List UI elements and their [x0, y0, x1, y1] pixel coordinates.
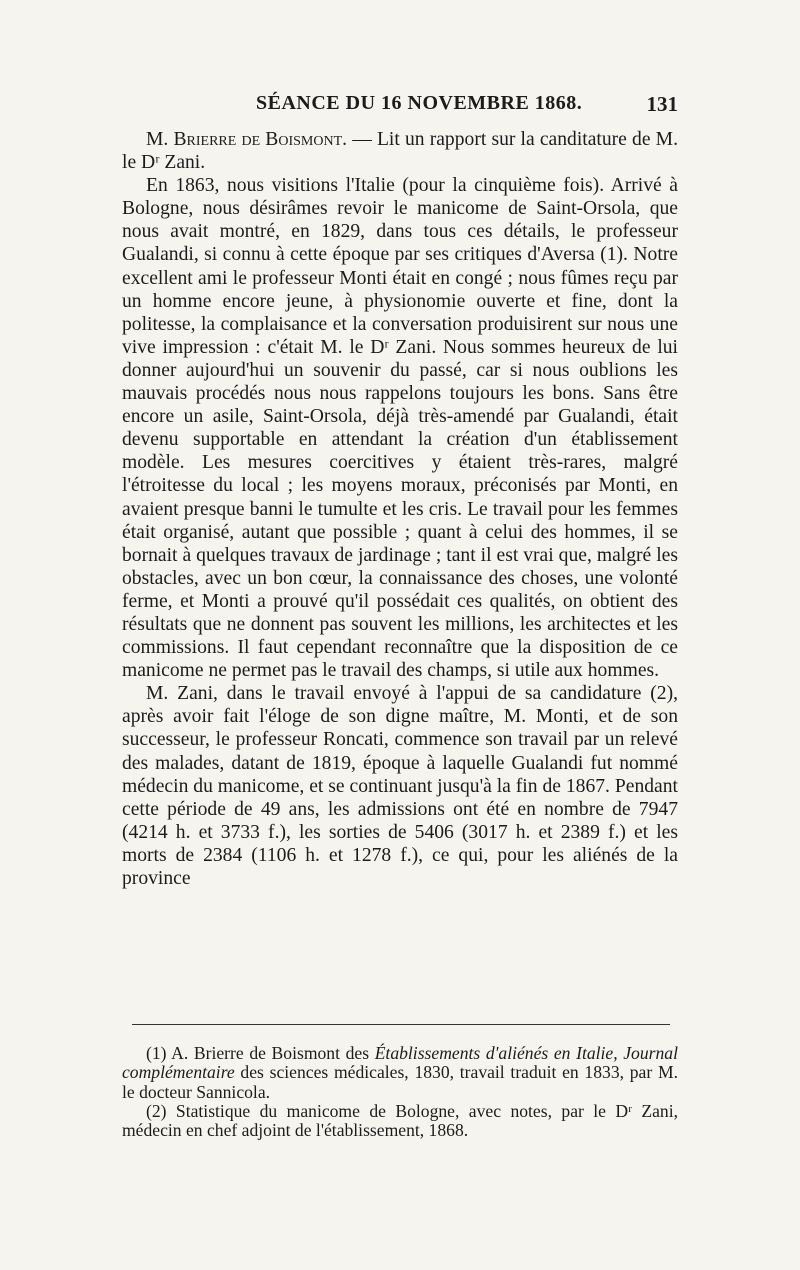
paragraph-1-text: — Lit un rapport sur la canditature de M. le Dʳ Zani. — [122, 129, 678, 174]
footnote-1-end: des sciences médicales, 1830, travail traduit en 1833, par M. le docteur Sannicola. — [122, 1062, 678, 1102]
speaker-name: M. Brierre de Boismont. — [146, 129, 348, 150]
page-number: 131 — [646, 92, 678, 116]
footnote-1 — [122, 1044, 678, 1102]
paragraph-1 — [122, 128, 678, 174]
paragraph-2: En 1863, nous visitions l'Italie (pour la cinquième fois). Arrivé à Bologne, nous désirâmes revoir le manicome de Saint-Orsola, que nous avait montré, en 1829, dans tous ces détails, le professeur Gualandi, si connu à cette époque par ses critiques d'Aversa (1). Notre excellent ami le professeur Monti était en congé ; nous fûmes reçu par un homme encore jeune, à physionomie ouverte et fine, dont la politesse, la complaisance et la conversation produisirent sur nous une vive impression : c'était M. le Dʳ Zani. Nous sommes heureux de lui donner aujourd'hui un souvenir du passé, car si nous oublions les mauvais procédés nous nous rappelons toujours les bons. Sans être encore un asile, Saint-Orsola, déjà très-amendé par Gualandi, était devenu supportable en attendant la création d'un établissement modèle. Les mesures coercitives y étaient très-rares, malgré l'étroitesse du local ; les moyens moraux, préconisés par Monti, en avaient presque banni le tumulte et les cris. Le travail pour les femmes était organisé, autant que possible ; quant à celui des hommes, il se bornait à quelques travaux de jardinage ; tant il est vrai que, malgré les obstacles, avec un bon cœur, la connaissance des choses, une volonté ferme, et Monti a prouvé qu'il possédait ces qualités, on obtient des résultats que ne donnent pas souvent les millions, les architectes et les commissions. Il faut cependant reconnaître que la disposition de ce manicome ne permet pas le travail des champs, si utile aux hommes. — [122, 175, 678, 682]
footnote-rule — [132, 1024, 670, 1025]
running-title: SÉANCE DU 16 NOVEMBRE 1868. — [256, 92, 583, 114]
running-head — [122, 92, 678, 122]
paragraph-3: M. Zani, dans le travail envoyé à l'appui de sa candidature (2), après avoir fait l'éloge de son digne maître, M. Monti, et de son successeur, le professeur Roncati, commence son travail par un relevé des malades, datant de 1819, époque à laquelle Gualandi fut nommé médecin du manicome, et se continuant jusqu'à la fin de 1867. Pendant cette période de 49 ans, les admissions ont été en nombre de 7947 (4214 h. et 3733 f.), les sorties de 5406 (3017 h. et 2389 f.) et les morts de 2384 (1106 h. et 1278 f.), ce qui, pour les aliénés de la province — [122, 683, 678, 889]
footnote-1-start: (1) A. Brierre de Boismont des — [146, 1043, 375, 1063]
footnote-2: (2) Statistique du manicome de Bologne, avec notes, par le Dʳ Zani, médecin en chef adjoint de l'établissement, 1868. — [122, 1100, 678, 1141]
footnotes — [122, 1044, 678, 1140]
body-text — [122, 128, 678, 890]
footnote-1-italic: Établissements d'aliénés en Italie, Journal complémentaire — [122, 1043, 678, 1083]
